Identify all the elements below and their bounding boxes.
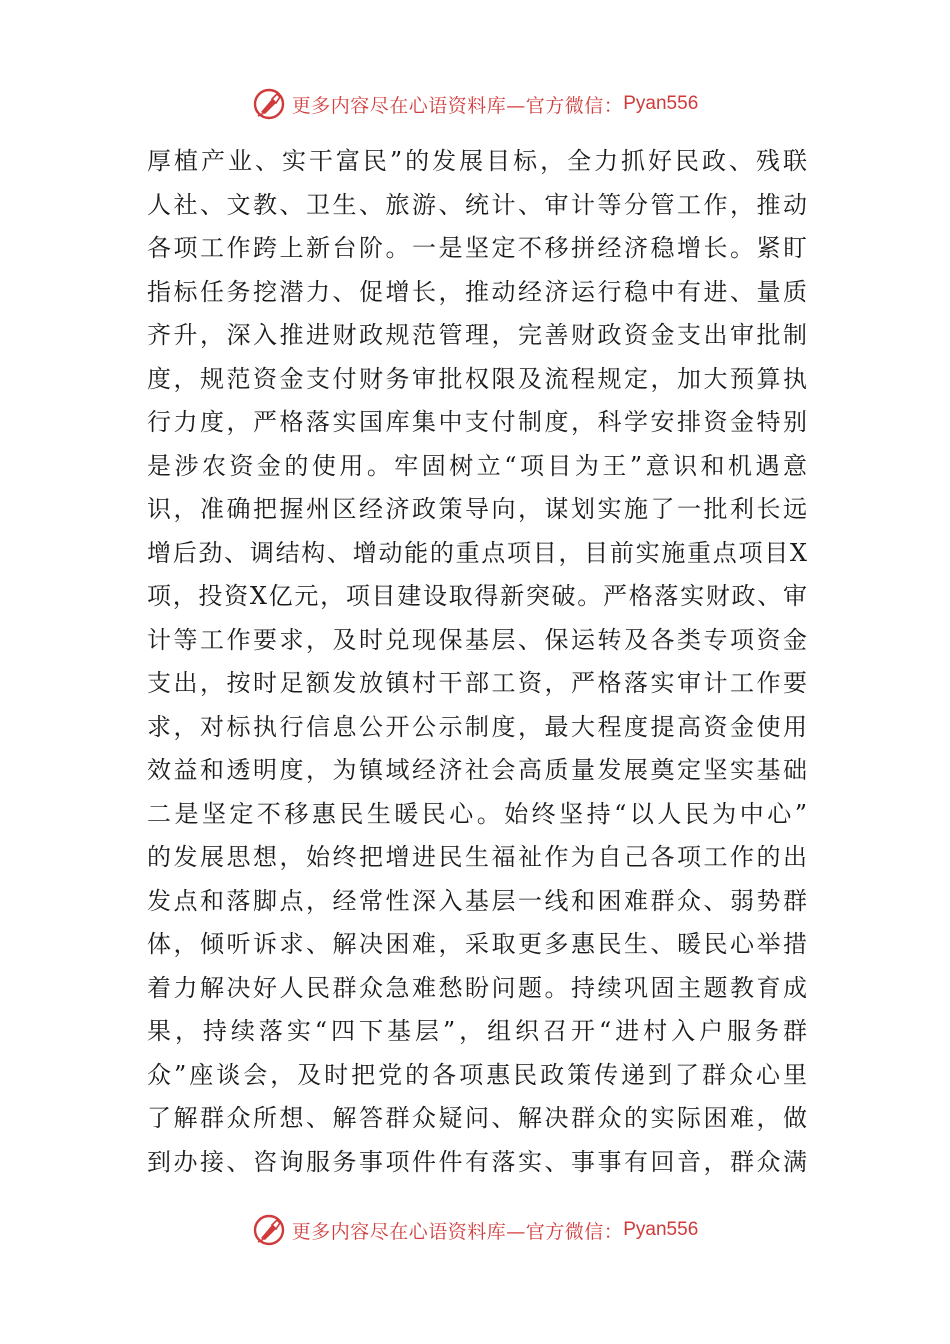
text-line: 体，倾听诉求、解决困难，采取更多惠民生、暖民心举措: [147, 930, 807, 958]
text-line: 众”座谈会，及时把党的各项惠民政策传递到了群众心里: [147, 1060, 807, 1089]
text-line: 着力解决好人民群众急难愁盼问题。持续巩固主题教育成: [147, 973, 807, 1002]
text-line: 二是坚定不移惠民生暖民心。始终坚持“以人民为中心”: [147, 799, 807, 828]
text-line: 求，对标执行信息公开公示制度，最大程度提高资金使用: [147, 712, 807, 741]
text-line: 的发展思想，始终把增进民生福祉作为自己各项工作的出: [147, 843, 807, 871]
footer-wechat-id: Pyan556: [623, 1219, 699, 1240]
text-line: 行力度，严格落实国库集中支付制度，科学安排资金特别: [147, 408, 807, 436]
text-line: 人社、文教、卫生、旅游、统计、审计等分管工作，推动: [147, 190, 807, 219]
text-line: 增后劲、调结构、增动能的重点项目，目前实施重点项目X: [147, 538, 807, 567]
text-line: 指标任务挖潜力、促增长，推动经济运行稳中有进、量质: [147, 277, 807, 306]
text-line: 果，持续落实“四下基层”，组织召开“进村入户服务群: [147, 1017, 807, 1045]
header-banner-text: 更多内容尽在心语资料库—官方微信：: [291, 94, 624, 117]
text-line: 厚植产业、实干富民”的发展目标，全力抓好民政、残联: [147, 147, 807, 175]
document-body: [147, 140, 807, 1184]
text-line: 了解群众所想、解答群众疑问、解决群众的实际困难，做: [147, 1104, 807, 1132]
text-line: 识，准确把握州区经济政策导向，谋划实施了一批利长远: [147, 495, 807, 523]
text-line: 项，投资X亿元，项目建设取得新突破。严格落实财政、审: [147, 582, 807, 610]
text-line: 到办接、咨询服务事项件件有落实、事事有回音，群众满: [147, 1147, 807, 1176]
pen-nib-logo-icon: [252, 1213, 286, 1247]
text-line: 计等工作要求，及时兑现保基层、保运转及各类专项资金: [147, 625, 807, 654]
pen-nib-logo-icon: [252, 87, 286, 121]
text-line: 发点和落脚点，经常性深入基层一线和困难群众、弱势群: [147, 886, 807, 915]
header-wechat-id: Pyan556: [623, 93, 699, 114]
header-banner: [0, 84, 950, 124]
footer-banner: [0, 1210, 950, 1250]
text-line: 是涉农资金的使用。牢固树立“项目为王”意识和机遇意: [147, 451, 807, 480]
text-line: 齐升，深入推进财政规范管理，完善财政资金支出审批制: [147, 321, 807, 349]
text-line: 效益和透明度，为镇域经济社会高质量发展奠定坚实基础: [147, 756, 807, 784]
text-line: 度，规范资金支付财务审批权限及流程规定，加大预算执: [147, 364, 807, 393]
footer-banner-text: 更多内容尽在心语资料库—官方微信：: [291, 1220, 624, 1243]
text-line: 各项工作跨上新台阶。一是坚定不移拼经济稳增长。紧盯: [147, 234, 807, 262]
text-line: 支出，按时足额发放镇村干部工资，严格落实审计工作要: [147, 669, 807, 697]
